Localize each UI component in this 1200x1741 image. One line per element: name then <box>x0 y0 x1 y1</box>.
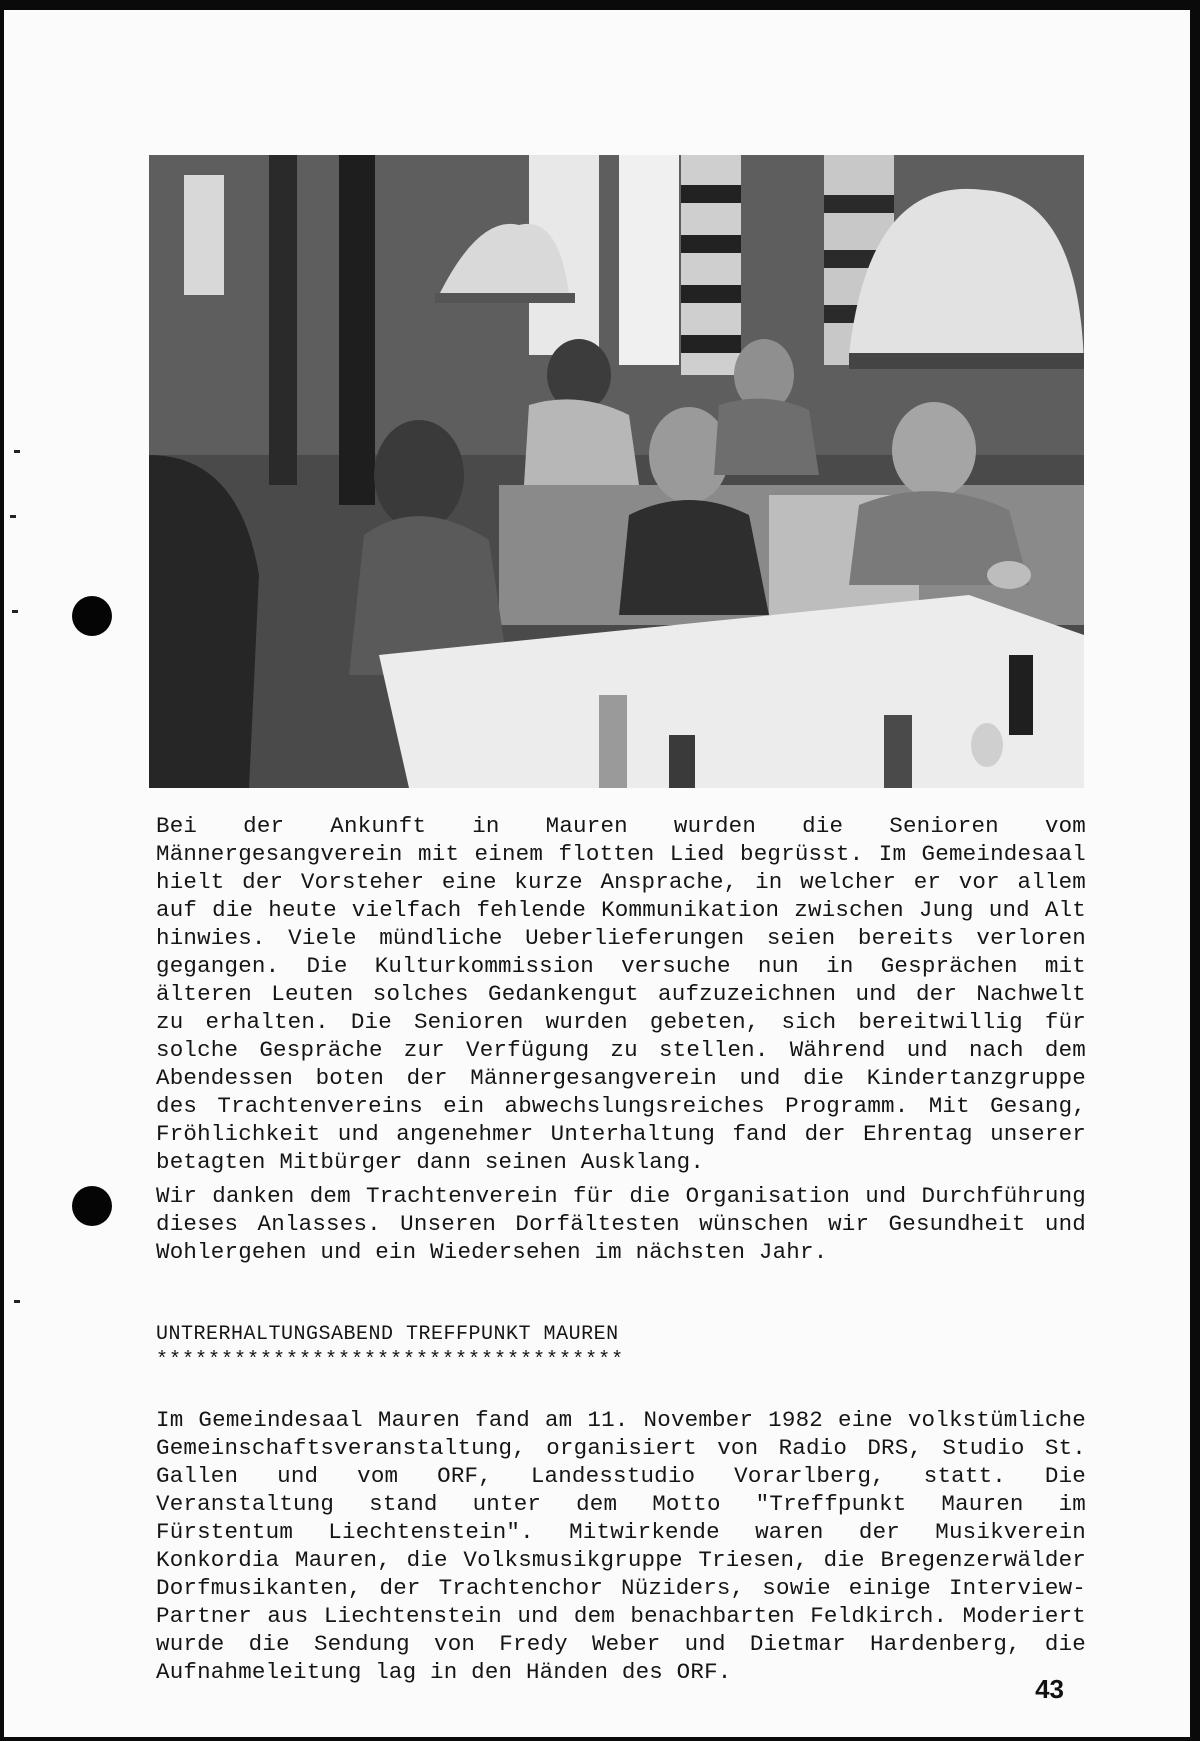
punch-hole-upper <box>72 596 112 636</box>
scan-mark <box>14 450 20 453</box>
scan-mark <box>12 610 18 613</box>
paragraph-dank: Wir danken dem Trachtenverein für die Organisation und Durchführung dieses Anlasses. Unseren Dorfältesten wünschen wir Gesundheit und Wohlergehen und ein Wiedersehen im nächsten Jahr. <box>156 1183 1086 1265</box>
paragraph-treffpunkt-mauren: Im Gemeindesaal Mauren fand am 11. November 1982 eine volkstümliche Gemeinschaftsveranstaltung, organisiert von Radio DRS, Studio St. Gallen und vom ORF, Landesstudio Vorarlberg, statt. Die Veranstaltung stand unter dem Motto "Treffpunkt Mauren im Fürstentum Liechtenstein". Mitwirkende waren der Musikverein Konkordia Mauren, die Volksmusikgruppe Triesen, die Bregenzerwälder Dorfmusikanten, der Trachtenchor Nüziders, sowie einige Interview-Partner aus Liechtenstein und dem benachbarten Feldkirch. Moderiert wurde die Sendung von Fredy Weber und Dietmar Hardenberg, die Aufnahmeleitung lag in den Händen des ORF. <box>156 1407 1086 1685</box>
event-photo <box>149 155 1084 788</box>
page-number: 43 <box>1035 1674 1064 1704</box>
punch-hole-lower <box>72 1186 112 1226</box>
section-heading: UNTRERHALTUNGSABEND TREFFPUNKT MAUREN <box>156 1323 619 1346</box>
heading-asterisk-rule: ************************************ <box>156 1349 625 1372</box>
scan-mark <box>10 515 16 518</box>
paragraph-senioren-ankunft: Bei der Ankunft in Mauren wurden die Senioren vom Männergesangverein mit einem flotten Lied begrüsst. Im Gemeindesaal hielt der Vorsteher eine kurze Ansprache, in welcher er vor allem auf die heute vielfach fehlende Kommunikation zwischen Jung und Alt hinwies. Viele mündliche Ueberlieferungen seien bereits verloren gegangen. Die Kulturkommission versuche nun in Gesprächen mit älteren Leuten solches Gedankengut aufzuzeichnen und der Nachwelt zu erhalten. Die Senioren wurden gebeten, sich bereitwillig für solche Gespräche zur Verfügung zu stellen. Während und nach dem Abendessen boten der Männergesangverein und die Kindertanzgruppe des Trachtenvereins ein abwechslungsreiches Programm. Mit Gesang, Fröhlichkeit und angenehmer Unterhaltung fand der Ehrentag unserer betagten Mitbürger dann seinen Ausklang. <box>156 813 1086 1175</box>
document-page <box>4 10 1190 1737</box>
photo-illustration <box>149 155 1084 788</box>
scan-mark <box>14 1300 20 1303</box>
